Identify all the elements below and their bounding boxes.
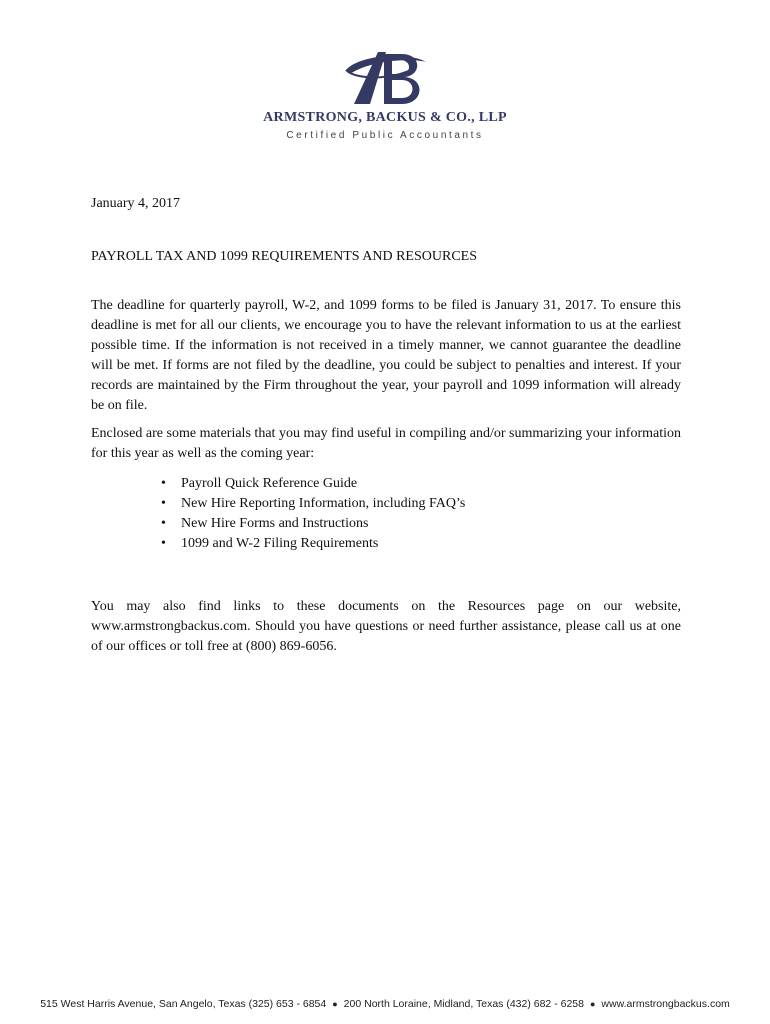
- list-item-label: New Hire Reporting Information, including FAQ’s: [181, 496, 466, 511]
- paragraph-enclosed: Enclosed are some materials that you may find useful in compiling and/or summarizing your information for this year as well as the coming year:: [91, 426, 681, 461]
- footer-office-san-angelo: 515 West Harris Avenue, San Angelo, Texas (325) 653 - 6854: [40, 998, 327, 1010]
- list-item: [161, 494, 465, 514]
- list-item-label: New Hire Forms and Instructions: [181, 516, 369, 531]
- footer-website-link[interactable]: www.armstrongbackus.com: [601, 998, 730, 1010]
- paragraph-deadline: The deadline for quarterly payroll, W-2, and 1099 forms to be filed is January 31, 2017. To ensure this deadline is met for all our clients, we encourage you to have the relevant information to us at the earliest possible time. If the information is not received in a timely manner, we cannot guarantee the deadline will be met. If forms are not filed by the deadline, you could be subject to penalties and interest. If your records are maintained by the Firm throughout the year, your payroll and 1099 information will already be on file.: [91, 298, 681, 413]
- footer-separator-icon: ●: [589, 999, 596, 1009]
- footer-office-midland: 200 North Loraine, Midland, Texas (432) 682 - 6258: [343, 998, 584, 1010]
- letterhead-footer: [0, 998, 770, 1010]
- list-item: [161, 474, 465, 494]
- bullet-icon: •: [161, 516, 166, 531]
- list-item: [161, 534, 465, 554]
- firm-name: ARMSTRONG, BACKUS & CO., LLP: [263, 110, 507, 125]
- paragraph-resources: You may also find links to these documents on the Resources page on our website, www.armstrongbackus.com. Should you have questions or need further assistance, please call us at one of our offices or toll free at (800) 869-6056.: [91, 599, 681, 654]
- firm-logo: [340, 48, 430, 106]
- list-item: [161, 514, 465, 534]
- letter-heading: PAYROLL TAX AND 1099 REQUIREMENTS AND RESOURCES: [91, 249, 478, 264]
- bullet-icon: •: [161, 536, 166, 551]
- letter-date: January 4, 2017: [91, 196, 181, 211]
- footer-separator-icon: ●: [332, 999, 338, 1009]
- firm-subtitle: Certified Public Accountants: [286, 130, 484, 141]
- bullet-icon: •: [161, 476, 166, 491]
- list-item-label: 1099 and W-2 Filing Requirements: [181, 536, 379, 551]
- list-item-label: Payroll Quick Reference Guide: [181, 476, 358, 491]
- bullet-icon: •: [161, 496, 166, 511]
- enclosures-list: [161, 474, 465, 554]
